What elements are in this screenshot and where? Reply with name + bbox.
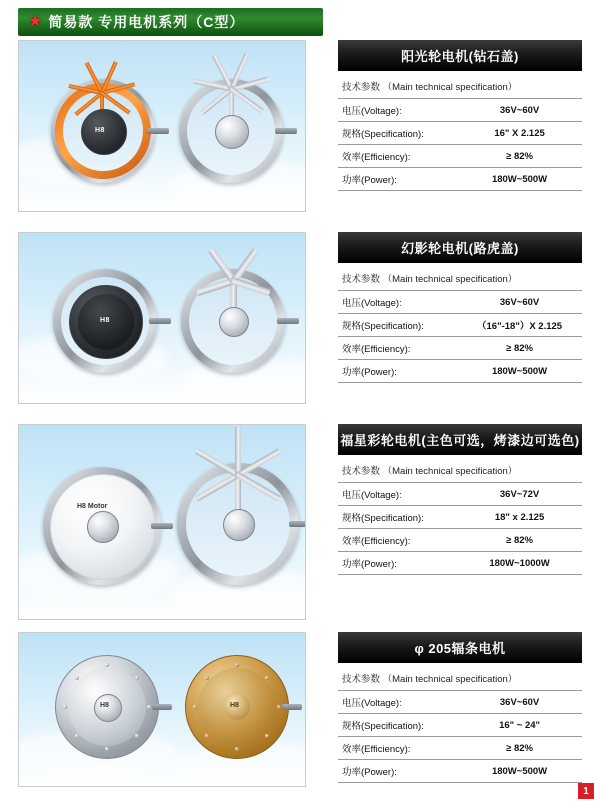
bolt — [277, 705, 281, 709]
wheel-axle — [277, 318, 299, 324]
table-row — [338, 529, 582, 552]
table-row — [338, 337, 582, 360]
table-row — [338, 737, 582, 760]
wheel-spoke — [195, 448, 240, 477]
product-title: 阳光轮电机(钻石盖) — [338, 40, 582, 71]
wheel-rim-left — [51, 79, 155, 183]
spec-value: 36V~60V — [455, 291, 582, 314]
product-photo-4 — [18, 632, 306, 787]
page-number: 1 — [578, 783, 594, 799]
spec-label: 电压(Voltage): — [338, 99, 455, 122]
product-photo-3 — [18, 424, 306, 620]
wheel-axle — [275, 128, 297, 134]
spec-table — [338, 98, 582, 191]
spec-value: （16"-18"）X 2.125 — [455, 314, 582, 337]
hub-brand-label: H8 — [100, 702, 109, 709]
product-photo-1 — [18, 40, 306, 212]
bolt — [105, 663, 109, 667]
motor-hub — [87, 511, 119, 543]
product-title: 福星彩轮电机(主色可选，烤漆边可选色) — [338, 424, 582, 455]
spec-value: ≥ 82% — [455, 529, 582, 552]
table-row — [338, 168, 582, 191]
product-photo-2 — [18, 232, 306, 404]
bolt — [135, 734, 139, 738]
wheel-axle — [149, 318, 171, 324]
spec-value: 180W~1000W — [455, 552, 582, 575]
bolt — [75, 734, 79, 738]
bolt — [147, 705, 151, 709]
product-block-2 — [18, 232, 582, 404]
bolt — [265, 676, 269, 680]
bolt — [63, 705, 67, 709]
bolt — [205, 676, 209, 680]
spec-label: 功率(Power): — [338, 552, 455, 575]
hub-brand-label: H8 — [100, 317, 110, 324]
spec-subtitle: 技术参数 （Main technical specification） — [342, 274, 518, 285]
product-spec-1 — [338, 40, 582, 191]
spec-value: 18" x 2.125 — [455, 506, 582, 529]
star-icon: ★ — [28, 13, 43, 30]
table-row — [338, 760, 582, 783]
spec-table — [338, 482, 582, 575]
table-row — [338, 691, 582, 714]
motor-hub — [223, 509, 255, 541]
spec-label: 功率(Power): — [338, 168, 455, 191]
spec-label: 电压(Voltage): — [338, 291, 455, 314]
wheel-spoke — [235, 427, 241, 475]
spec-value: 180W~500W — [455, 360, 582, 383]
wheel-axle — [282, 704, 302, 710]
table-row — [338, 122, 582, 145]
spec-label: 效率(Efficiency): — [338, 529, 455, 552]
wheel-axle — [289, 521, 306, 527]
wheel-rim-right — [181, 269, 285, 373]
spec-subtitle: 技术参数 （Main technical specification） — [342, 674, 518, 685]
spec-label: 电压(Voltage): — [338, 691, 455, 714]
drum-motor-gold — [185, 655, 289, 759]
spec-label: 功率(Power): — [338, 360, 455, 383]
spec-label: 电压(Voltage): — [338, 483, 455, 506]
spec-subtitle: 技术参数 （Main technical specification） — [342, 466, 518, 477]
spec-value: 36V~72V — [455, 483, 582, 506]
table-row — [338, 145, 582, 168]
table-row — [338, 314, 582, 337]
spec-value: 180W~500W — [455, 760, 582, 783]
table-row — [338, 483, 582, 506]
spec-table — [338, 690, 582, 783]
product-block-3 — [18, 424, 582, 620]
spec-table — [338, 290, 582, 383]
spec-value: ≥ 82% — [455, 737, 582, 760]
product-title: φ 205辐条电机 — [338, 632, 582, 663]
table-row — [338, 99, 582, 122]
spec-value: 180W~500W — [455, 168, 582, 191]
hub-brand-label: H8 — [230, 702, 239, 709]
spec-value: 16" ~ 24" — [455, 714, 582, 737]
motor-hub — [215, 115, 249, 149]
wheel-rim-left — [43, 467, 161, 585]
wheel-rim-right — [177, 463, 299, 585]
bolt — [235, 747, 239, 751]
spec-label: 效率(Efficiency): — [338, 337, 455, 360]
spec-label: 规格(Specification): — [338, 314, 455, 337]
wheel-spoke — [237, 448, 282, 477]
spec-label: 效率(Efficiency): — [338, 737, 455, 760]
bolt — [235, 663, 239, 667]
bolt — [75, 676, 79, 680]
spec-subtitle: 技术参数 （Main technical specification） — [342, 82, 518, 93]
hub-brand-label: H8 Motor — [77, 503, 108, 510]
table-row — [338, 291, 582, 314]
drum-motor-silver — [55, 655, 159, 759]
spec-label: 效率(Efficiency): — [338, 145, 455, 168]
bolt — [193, 705, 197, 709]
product-spec-3 — [338, 424, 582, 575]
hub-brand-label: H8 — [95, 127, 105, 134]
bolt — [205, 734, 209, 738]
wheel-axle — [151, 523, 173, 529]
wheel-axle — [147, 128, 169, 134]
spec-label: 规格(Specification): — [338, 122, 455, 145]
product-block-4 — [18, 632, 582, 787]
product-spec-2 — [338, 232, 582, 383]
wheel-rim-right — [179, 79, 283, 183]
motor-hub — [81, 109, 127, 155]
spec-value: ≥ 82% — [455, 337, 582, 360]
wheel-axle — [152, 704, 172, 710]
table-row — [338, 714, 582, 737]
product-spec-4 — [338, 632, 582, 783]
product-title: 幻影轮电机(路虎盖) — [338, 232, 582, 263]
product-block-1 — [18, 40, 582, 212]
motor-cover — [69, 285, 143, 359]
section-header-title: 简易款 专用电机系列（C型） — [48, 14, 245, 30]
spec-label: 规格(Specification): — [338, 714, 455, 737]
spec-label: 规格(Specification): — [338, 506, 455, 529]
spec-value: 16" X 2.125 — [455, 122, 582, 145]
bolt — [105, 747, 109, 751]
wheel-rim-left — [53, 269, 157, 373]
bolt — [265, 734, 269, 738]
bolt — [135, 676, 139, 680]
spec-value: 36V~60V — [455, 99, 582, 122]
section-header-banner — [18, 8, 323, 36]
table-row — [338, 360, 582, 383]
motor-hub — [219, 307, 249, 337]
table-row — [338, 552, 582, 575]
table-row — [338, 506, 582, 529]
spec-value: 36V~60V — [455, 691, 582, 714]
spec-value: ≥ 82% — [455, 145, 582, 168]
spec-label: 功率(Power): — [338, 760, 455, 783]
